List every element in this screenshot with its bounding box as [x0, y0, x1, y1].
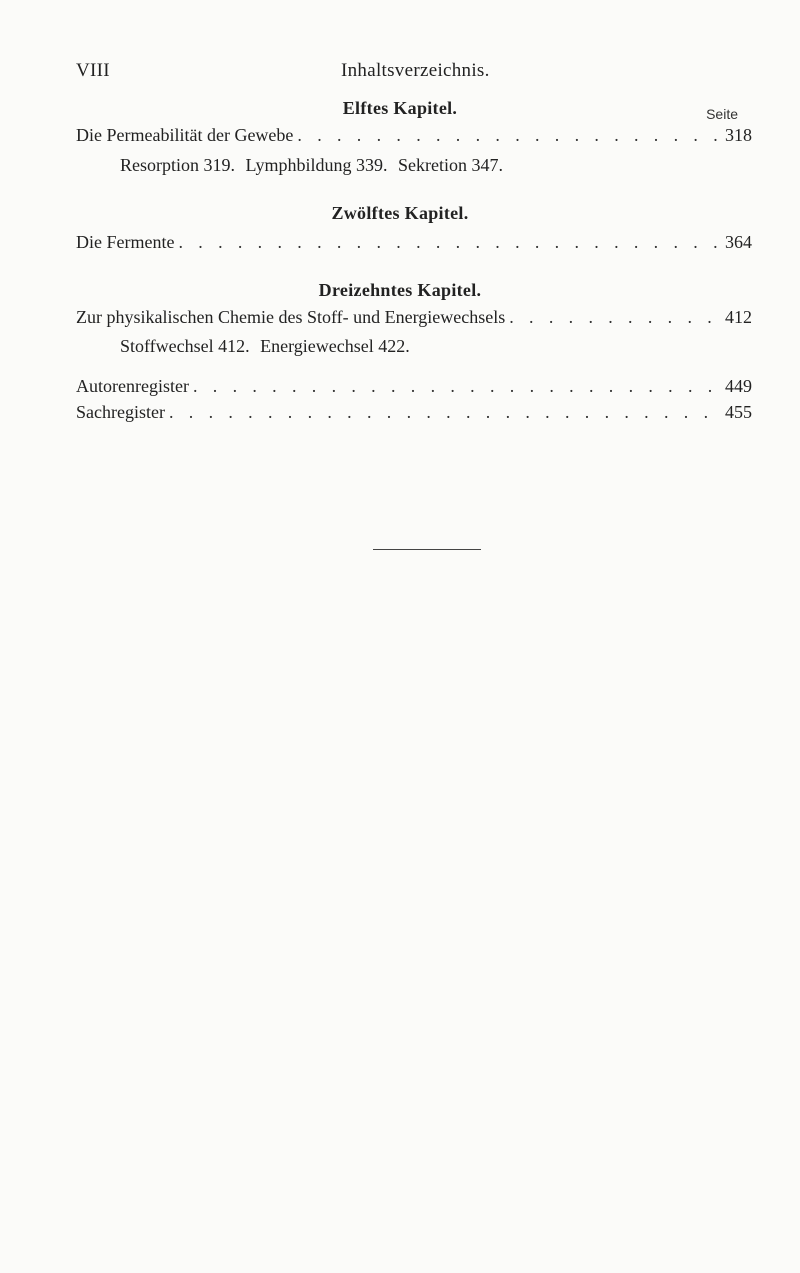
chapter-heading-13: Dreizehntes Kapitel.	[318, 280, 482, 300]
end-rule	[373, 549, 481, 550]
header-page-number: VIII	[76, 60, 110, 81]
page-column-label: Seite	[706, 106, 738, 122]
toc-subtopics-11	[120, 155, 509, 176]
toc-entry-page: 449	[725, 376, 752, 396]
subtopic: Lymphbildung 339.	[245, 155, 388, 175]
toc-entry-page: 318	[725, 125, 752, 145]
toc-entry-label: Zur physikalischen Chemie des Stoff- und Energiewechsels	[76, 307, 506, 327]
toc-entry-autorenregister[interactable]	[76, 376, 752, 400]
toc-entry-physikalische-chemie[interactable]	[76, 307, 752, 331]
leader-dots	[193, 376, 721, 397]
subtopic: Energiewechsel 422.	[260, 336, 410, 356]
toc-entry-page: 364	[725, 232, 752, 252]
toc-entry-label: Sachregister	[76, 402, 165, 422]
chapter-heading-12: Zwölftes Kapitel.	[331, 203, 469, 223]
running-header	[76, 60, 724, 84]
leader-dots	[178, 232, 721, 253]
subtopic: Stoffwechsel 412.	[120, 336, 250, 356]
leader-dots	[297, 125, 721, 146]
toc-entry-permeabilitaet[interactable]	[76, 125, 752, 149]
header-title: Inhaltsverzeichnis.	[341, 60, 490, 81]
subtopic: Resorption 319.	[120, 155, 235, 175]
toc-entry-label: Autorenregister	[76, 376, 189, 396]
leader-dots	[169, 402, 721, 423]
toc-entry-sachregister[interactable]	[76, 402, 752, 426]
toc-entry-page: 455	[725, 402, 752, 422]
leader-dots	[509, 307, 721, 328]
toc-entry-label: Die Permeabilität der Gewebe	[76, 125, 294, 145]
subtopic: Sekretion 347.	[398, 155, 504, 175]
toc-entry-page: 412	[725, 307, 752, 327]
chapter-heading-11: Elftes Kapitel.	[342, 98, 458, 118]
toc-subtopics-13	[120, 336, 416, 357]
toc-entry-label: Die Fermente	[76, 232, 175, 252]
toc-entry-fermente[interactable]	[76, 232, 752, 256]
